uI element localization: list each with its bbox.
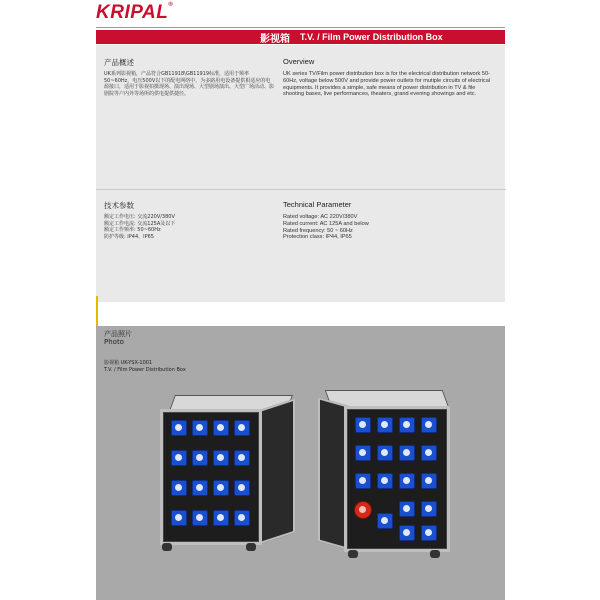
socket-icon	[192, 450, 208, 466]
photo-heading	[104, 330, 132, 346]
wheel-icon	[430, 550, 440, 558]
red-socket-icon	[354, 501, 372, 519]
tech-list-cn	[104, 214, 274, 240]
socket-icon	[421, 501, 437, 517]
socket-icon	[171, 480, 187, 496]
socket-icon	[234, 420, 250, 436]
socket-icon	[192, 480, 208, 496]
accent-bar	[96, 296, 98, 326]
socket-icon	[355, 417, 371, 433]
wheel-icon	[246, 543, 256, 551]
socket-icon	[213, 420, 229, 436]
socket-icon	[192, 510, 208, 526]
socket-icon	[399, 501, 415, 517]
product-photo-right	[318, 390, 458, 570]
brand-logo: KRIPAL®	[96, 2, 174, 23]
tech-line-en: Rated frequency: 50 ~ 60Hz	[283, 227, 353, 234]
title-en: T.V. / Film Power Distribution Box	[300, 32, 443, 42]
photo-heading-en: Photo	[104, 338, 124, 346]
tech-heading-cn: 技术参数	[104, 201, 134, 210]
case-front	[344, 406, 450, 552]
product-photo-left	[160, 395, 300, 565]
overview-text-cn: UK系列影视箱，产品符合GB11918\GB11919标准，适用于频率50~60Hz，电压500V以下的配电网络中，为多路用电设备提供相适应的电源接口，适用于影视拍摄现场、演出现场、大型剧场演出、大型广场活动、影剧院等户内外等场所的供电提供捷径。	[104, 71, 275, 97]
socket-icon	[234, 450, 250, 466]
socket-icon	[399, 525, 415, 541]
overview-heading-cn: 产品概述	[104, 58, 134, 67]
title-banner	[96, 30, 505, 44]
socket-icon	[421, 445, 437, 461]
photo-caption	[104, 360, 186, 373]
tech-line-cn: 额定工作频率: 50~60Hz	[104, 227, 161, 234]
socket-icon	[171, 420, 187, 436]
photo-heading-cn: 产品照片	[104, 330, 132, 338]
socket-icon	[171, 510, 187, 526]
socket-icon	[421, 525, 437, 541]
socket-icon	[421, 417, 437, 433]
tech-line-cn: 额定工作电压: 交流220V/380V	[104, 214, 175, 220]
tech-line-en: Rated voltage: AC 220V/380V	[283, 214, 358, 220]
tech-heading-en: Technical Parameter	[283, 200, 352, 209]
socket-icon	[234, 510, 250, 526]
socket-icon	[213, 450, 229, 466]
socket-icon	[377, 473, 393, 489]
socket-icon	[234, 480, 250, 496]
title-cn: 影视箱	[260, 33, 290, 45]
socket-icon	[399, 417, 415, 433]
socket-icon	[213, 480, 229, 496]
socket-icon	[171, 450, 187, 466]
wheel-icon	[162, 543, 172, 551]
socket-icon	[355, 473, 371, 489]
socket-icon	[213, 510, 229, 526]
socket-icon	[355, 445, 371, 461]
socket-icon	[377, 417, 393, 433]
section-divider	[96, 189, 506, 190]
tech-list-en	[283, 214, 495, 241]
socket-icon	[377, 445, 393, 461]
socket-icon	[399, 445, 415, 461]
socket-icon	[421, 473, 437, 489]
socket-icon	[399, 473, 415, 489]
case-front	[160, 409, 262, 545]
overview-heading-en: Overview	[283, 57, 315, 66]
socket-icon	[192, 420, 208, 436]
header-rule	[96, 27, 505, 28]
overview-text-en: UK series TV/Film power distribution box is for the electrical distribution network 50-60Hz, voltage below 500V and provide power outlets for mutiple circuits of electrical equipments. It provides a simple, safe means of power distribution in TV & file shooting bases, live performances, theaters, grand evening showings and etc.	[283, 71, 491, 98]
tech-line-cn: 额定工作电流: 交流125A及以下	[104, 220, 176, 227]
photo-caption-en: T.V. / Film Power Distribution Box	[104, 366, 186, 373]
tech-line-en: Protection class: IP44, IP65	[283, 234, 352, 241]
wheel-icon	[348, 550, 358, 558]
socket-icon	[377, 513, 393, 529]
tech-line-en: Rated current: AC 125A and below	[283, 220, 369, 227]
photo-caption-cn: 影视箱 UK-YSX-1001	[104, 360, 153, 366]
tech-line-cn: 防护等级: IP44、IP65	[104, 233, 154, 240]
